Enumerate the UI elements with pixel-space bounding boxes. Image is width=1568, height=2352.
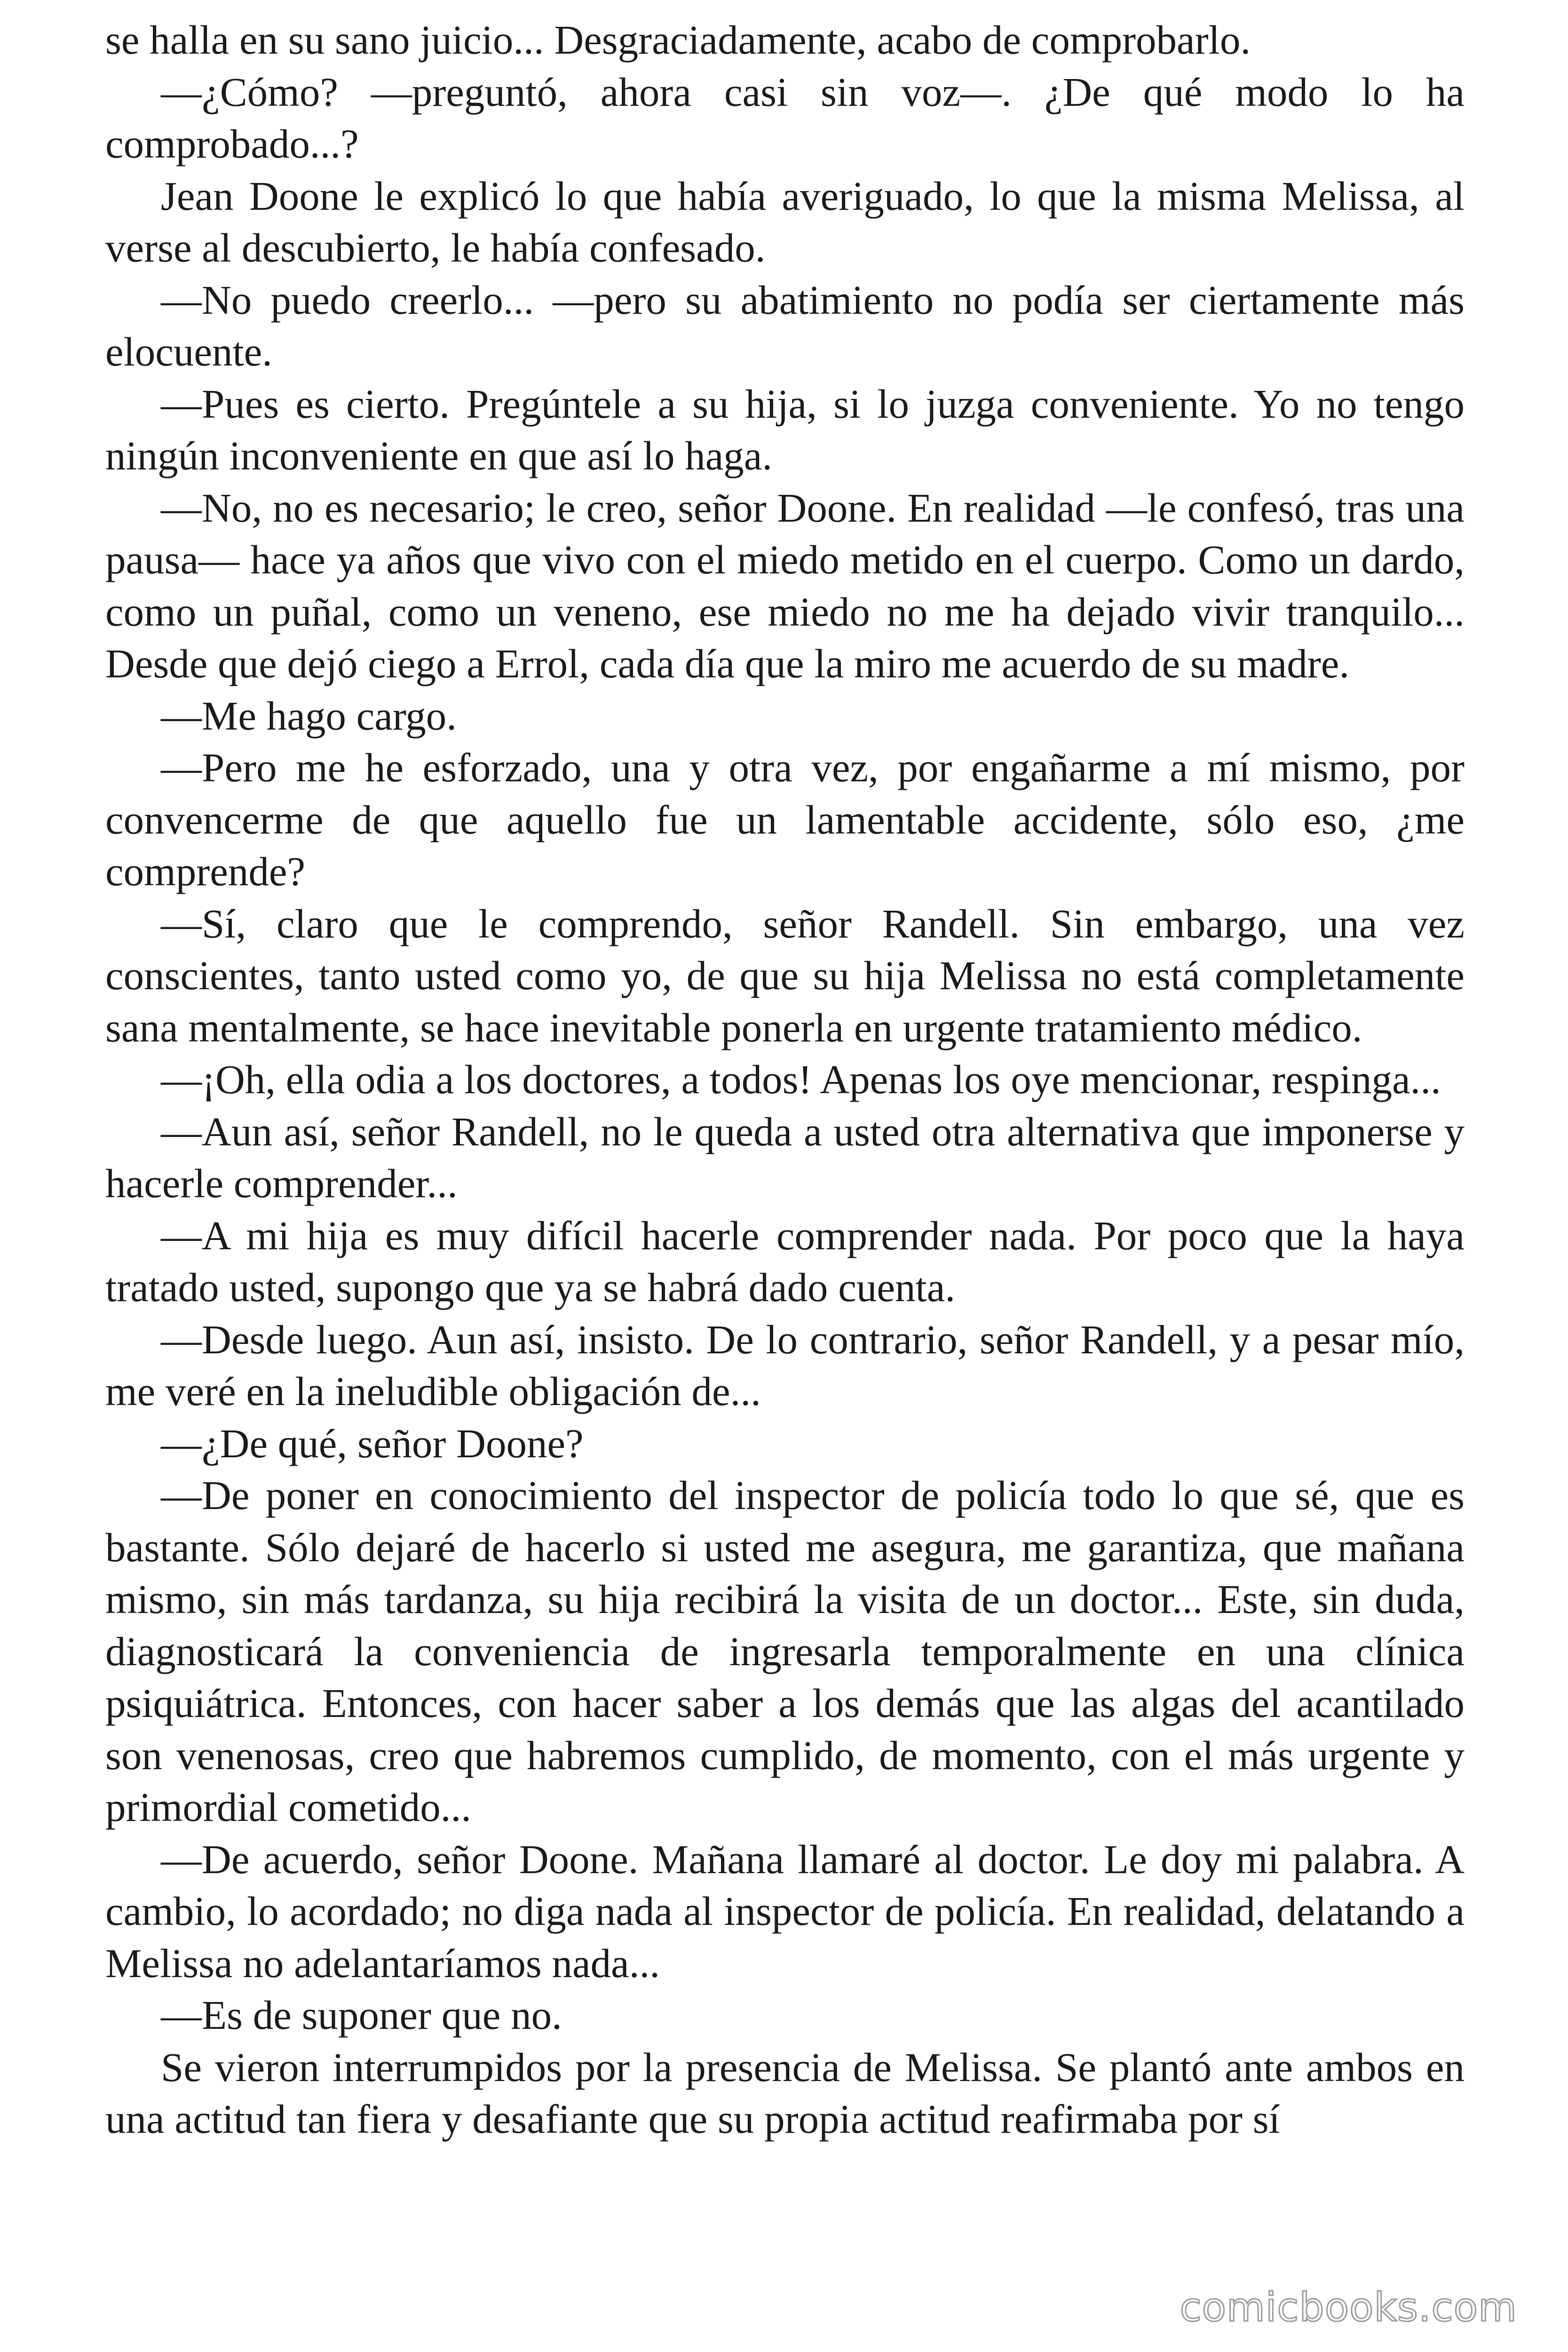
paragraph: —De poner en conocimiento del inspector de policía todo lo que sé, que es bastante. Sólo dejaré de hacerlo si usted me asegura, me garantiza, que mañana mismo, sin más tardanza, su hija recibirá la visita de un doctor... Este, sin duda, diagnosticará la conveniencia de ingresarla temporalmente en una clínica psiquiátrica. Entonces, con hacer saber a los demás que las algas del acantilado son venenosas, creo que habremos cumplido, de momento, con el más urgente y primordial cometido...	[105, 1472, 1465, 1830]
paragraph: —Es de suponer que no.	[161, 1992, 562, 2038]
paragraph: —A mi hija es muy difícil hacerle comprender nada. Por poco que la haya tratado usted, supongo que ya se habrá dado cuenta.	[105, 1212, 1465, 1310]
paragraph: se halla en su sano juicio... Desgraciadamente, acabo de comprobarlo.	[105, 17, 1251, 63]
paragraph: —No, no es necesario; le creo, señor Doone. En realidad —le confesó, tras una pausa— hace ya años que vivo con el miedo metido en el cuerpo. Como un dardo, como un puñal, como un veneno, ese miedo no me ha dejado vivir tranquilo... Desde que dejó ciego a Errol, cada día que la miro me acuerdo de su madre.	[105, 485, 1465, 686]
paragraph: —Pero me he esforzado, una y otra vez, por engañarme a mí mismo, por convencerme de que aquello fue un lamentable accidente, sólo eso, ¿me comprende?	[105, 745, 1465, 894]
paragraph: Se vieron interrumpidos por la presencia de Melissa. Se plantó ante ambos en una actitud tan fiera y desafiante que su propia actitud reafirmaba por sí	[105, 2044, 1465, 2142]
paragraph: —Pues es cierto. Pregúntele a su hija, si lo juzga conveniente. Yo no tengo ningún inconveniente en que así lo haga.	[105, 381, 1465, 478]
paragraph: —¿De qué, señor Doone?	[161, 1420, 584, 1466]
paragraph: —No puedo creerlo... —pero su abatimiento no podía ser ciertamente más elocuente.	[105, 277, 1465, 374]
paragraph: —Aun así, señor Randell, no le queda a usted otra alternativa que imponerse y hacerle comprender...	[105, 1108, 1465, 1206]
page-text	[105, 14, 1465, 2145]
paragraph: —De acuerdo, señor Doone. Mañana llamaré al doctor. Le doy mi palabra. A cambio, lo acordado; no diga nada al inspector de policía. En realidad, delatando a Melissa no adelantaríamos nada...	[105, 1836, 1465, 1986]
paragraph: —Me hago cargo.	[161, 692, 457, 739]
paragraph: —¿Cómo? —preguntó, ahora casi sin voz—. ¿De qué modo lo ha comprobado...?	[105, 69, 1465, 167]
watermark-logo: comicbooks.com	[1180, 2284, 1517, 2330]
paragraph: Jean Doone le explicó lo que había averiguado, lo que la misma Melissa, al verse al descubierto, le había confesado.	[105, 173, 1465, 270]
paragraph: —Sí, claro que le comprendo, señor Randell. Sin embargo, una vez conscientes, tanto usted como yo, de que su hija Melissa no está completamente sana mentalmente, se hace inevitable ponerla en urgente tratamiento médico.	[105, 900, 1465, 1050]
paragraph: —Desde luego. Aun así, insisto. De lo contrario, señor Randell, y a pesar mío, me veré en la ineludible obligación de...	[105, 1316, 1465, 1414]
paragraph: —¡Oh, ella odia a los doctores, a todos! Apenas los oye mencionar, respinga...	[161, 1057, 1441, 1102]
